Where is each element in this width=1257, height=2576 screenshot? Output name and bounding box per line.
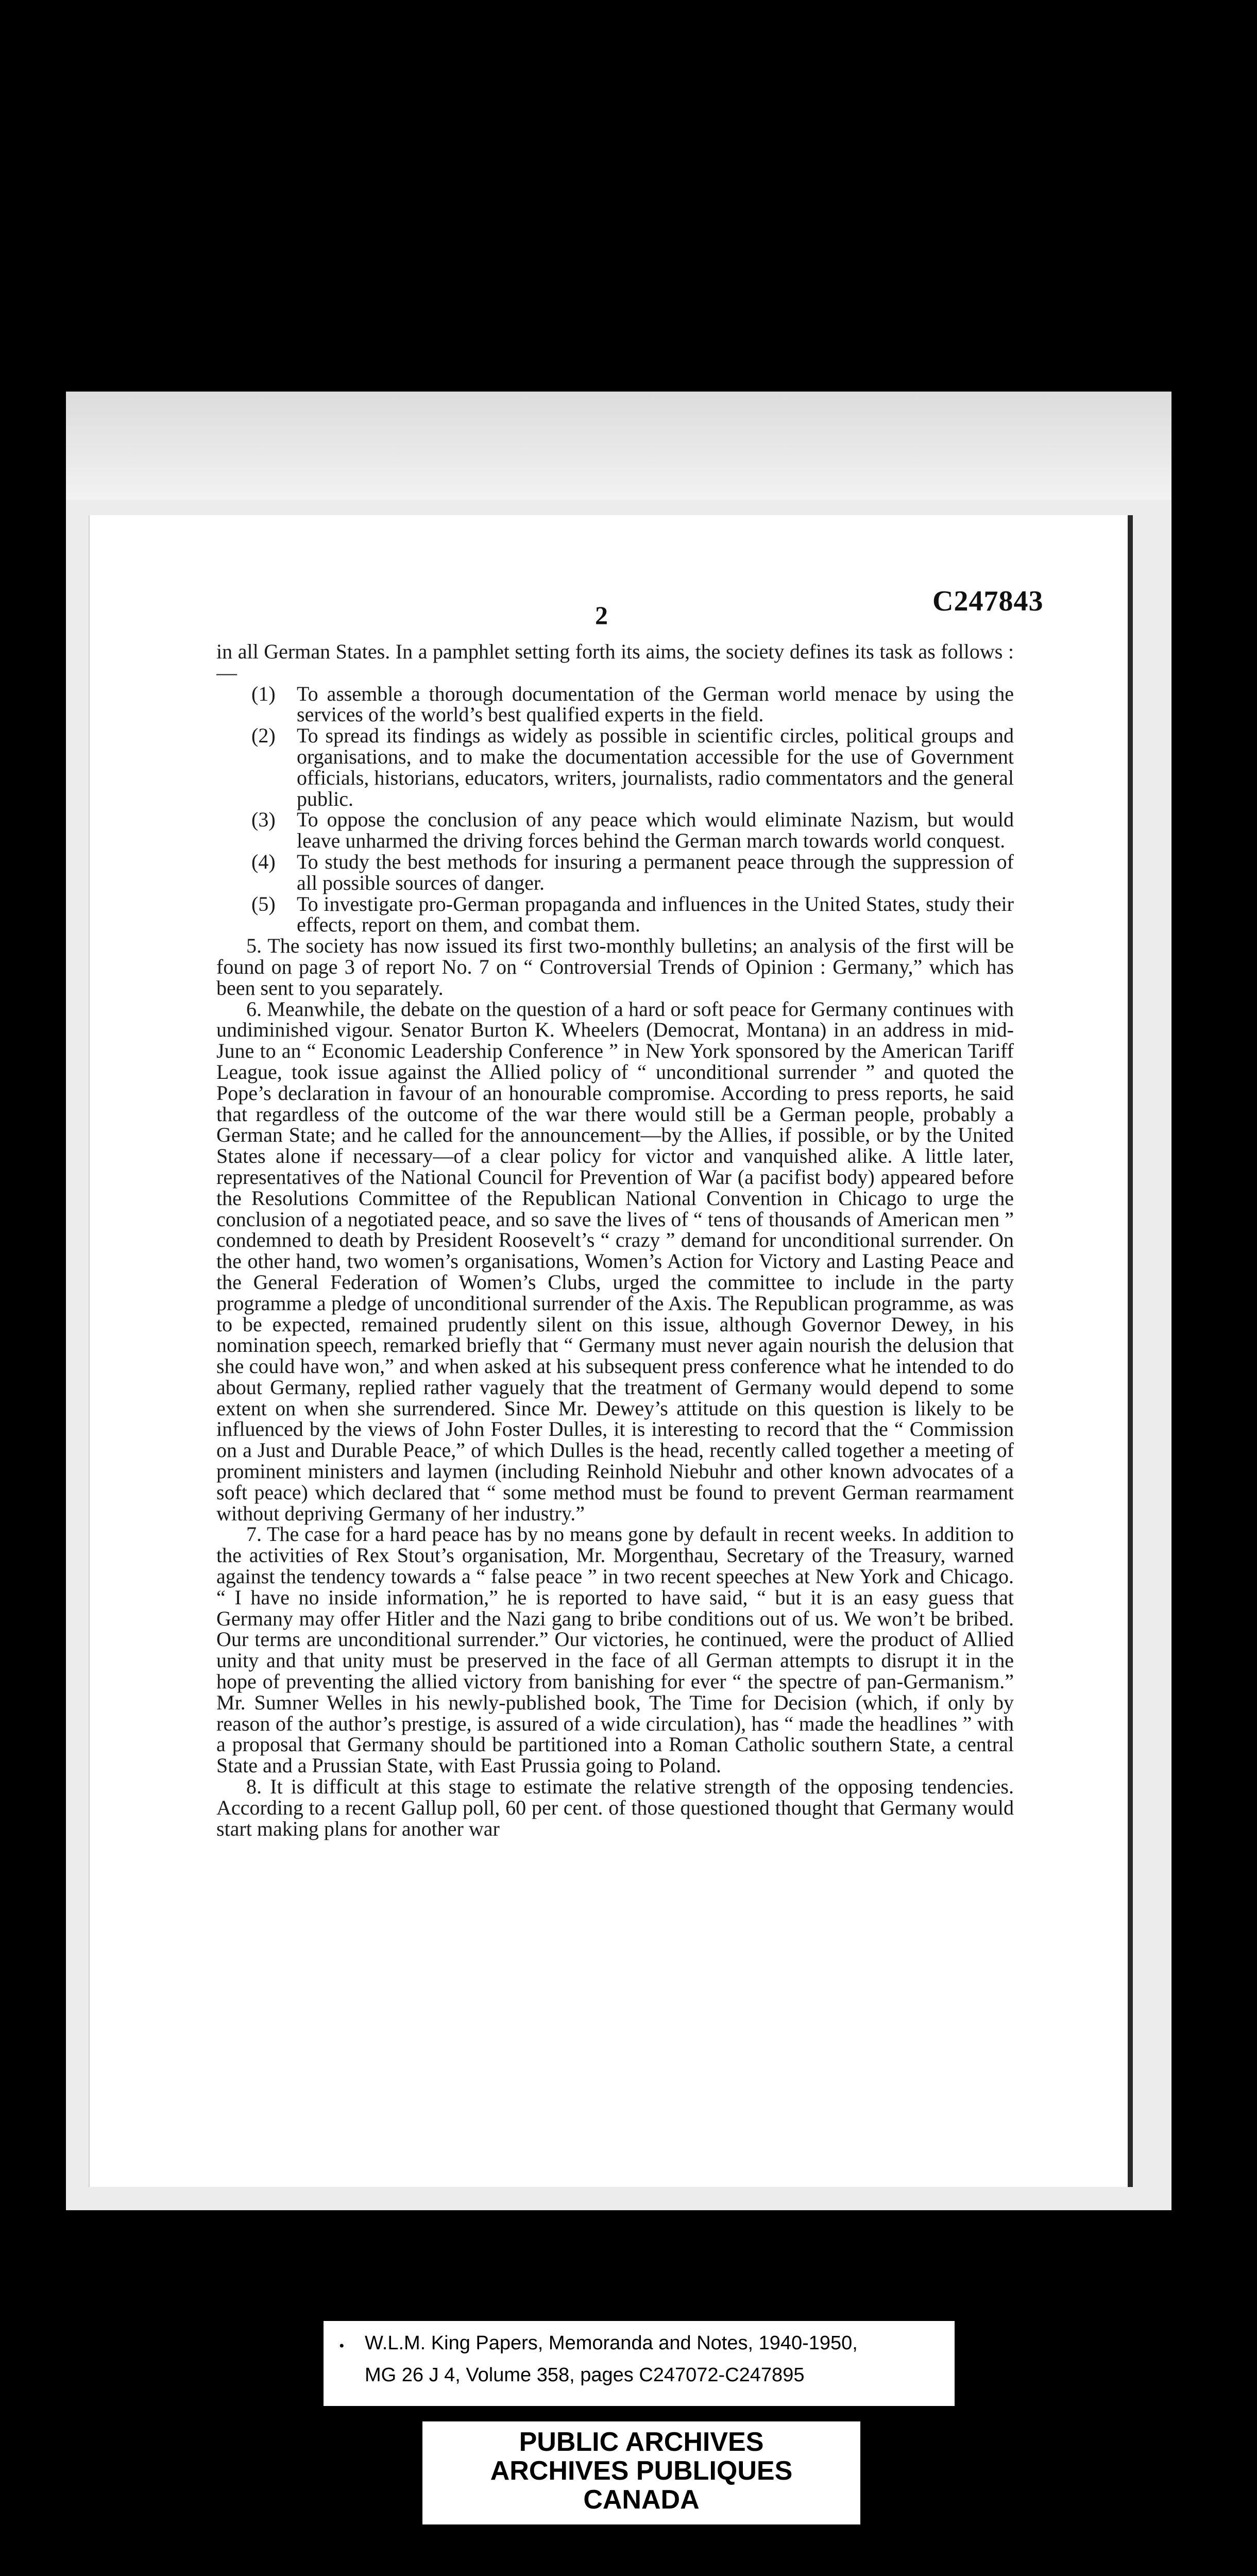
document-body [216, 641, 1014, 2130]
stamp-line-1: PUBLIC ARCHIVES [519, 2427, 764, 2457]
aim-text: To assemble a thorough documentation of the German world menace by using the services of the world’s best qualified experts in the field. [297, 682, 1014, 726]
aim-text: To oppose the conclusion of any peace which would eliminate Nazism, but would leave unharmed the driving forces behind the German march towards world conquest. [297, 808, 1014, 853]
page-number: 2 [595, 601, 608, 630]
paragraph-5: 5. The society has now issued its first two-monthly bulletins; an analysis of the first will be found on page 3 of report No. 7 on “ Controversial Trends of Opinion : Germany,” which has been sent to you separately. [216, 934, 1014, 999]
paragraph-6: 6. Meanwhile, the debate on the question of a hard or soft peace for Germany continues with undiminished vigour. Senator Burton K. Wheelers (Democrat, Montana) in an address in mid-June to an “ Economic Leadership Conference ” in New York sponsored by the American Tariff League, took issue against the Allied policy of “ unconditional surrender ” and quoted the Pope’s declaration in favour of an honourable compromise. According to press reports, he said that regardless of the outcome of the war there would still be a German people, probably a German State; and he called for the announcement—by the Allies, if possible, or by the United States alone if necessary—of a clear policy for victor and vanquished alike. A little later, representatives of the National Council for Prevention of War (a pacifist body) appeared before the Resolutions Committee of the Republican National Convention in Chicago to urge the conclusion of a negotiated peace, and so save the lives of “ tens of thousands of American men ” condemned to death by President Roosevelt’s “ crazy ” demand for unconditional surrender. On the other hand, two women’s organisations, Women’s Action for Victory and Lasting Peace and the General Federation of Women’s Clubs, urged the committee to include in the party programme a pledge of unconditional surrender of the Axis. The Republican programme, as was to be expected, remained prudently silent on this issue, although Governor Dewey, in his nomination speech, remarked briefly that “ Germany must never again nourish the delusion that she could have won,” and when asked at his subsequent press conference what he intended to do about Germany, replied rather vaguely that the treatment of Germany would depend to some extent on when she surrendered. Since Mr. Dewey’s attitude on this question is likely to be influenced by the views of John Foster Dulles, it is interesting to record that the “ Commission on a Just and Durable Peace,” of which Dulles is the head, recently called together a meeting of prominent ministers and laymen (including Reinhold Niebuhr and other known advocates of a soft peace) which declared that “ some method must be found to prevent German rearmament without depriving Germany of her industry.” [216, 997, 1014, 1525]
aim-item [251, 894, 1014, 936]
aim-item [251, 684, 1014, 726]
bullet-icon: • [339, 2337, 345, 2354]
aim-item [251, 852, 1014, 894]
aim-item [251, 809, 1014, 852]
citation-line-2: MG 26 J 4, Volume 358, pages C247072-C247895 [365, 2364, 805, 2386]
archive-citation-label [324, 2321, 955, 2406]
aim-item [251, 725, 1014, 809]
aim-text: To investigate pro-German propaganda and influences in the United States, study their effects, report on them, and combat them. [297, 892, 1014, 937]
aim-number: (3) [251, 808, 276, 832]
aim-number: (2) [251, 724, 276, 748]
paragraph-7: 7. The case for a hard peace has by no means gone by default in recent weeks. In addition to the activities of Rex Stout’s organisation, Mr. Morgenthau, Secretary of the Treasury, warned against the tendency towards a “ false peace ” in two recent speeches at New York and Chicago. “ I have no inside information,” he is reported to have said, “ but it is an easy guess that Germany may offer Hitler and the Nazi gang to bribe conditions out of us. We won’t be bribed. Our terms are unconditional surrender.” Our victories, he continued, were the product of Allied unity and that unity must be preserved in the face of all German attempts to disrupt it in the hope of preventing the allied victory from banishing for ever “ the spectre of pan-Germanism.” Mr. Sumner Welles in his newly-published book, The Time for Decision (which, if only by reason of the author’s prestige, is assured of a wide circulation), has “ made the headlines ” with a proposal that Germany should be partitioned into a Roman Catholic southern State, a central State and a Prussian State, with East Prussia going to Poland. [216, 1522, 1014, 1777]
aim-text: To study the best methods for insuring a permanent peace through the suppression of all possible sources of danger. [297, 850, 1014, 894]
aim-number: (5) [251, 892, 276, 916]
intro-paragraph: in all German States. In a pamphlet setting forth its aims, the society defines its task as follows :— [216, 641, 1014, 684]
stamp-line-2: ARCHIVES PUBLIQUES [490, 2456, 793, 2486]
citation-line-1: W.L.M. King Papers, Memoranda and Notes, 1940-1950, [365, 2332, 858, 2354]
frame-top-band [66, 392, 1171, 500]
aim-number: (1) [251, 682, 276, 705]
society-aims-list [251, 684, 1014, 936]
paragraph-8: 8. It is difficult at this stage to estimate the relative strength of the opposing tendencies. According to a recent Gallup poll, 60 per cent. of those questioned thought that Germany would start making plans for another war [216, 1775, 1014, 1840]
aim-number: (4) [251, 850, 276, 873]
public-archives-stamp [422, 2421, 860, 2524]
stamp-line-3: CANADA [583, 2485, 700, 2515]
document-id-stamp: C247843 [932, 585, 1044, 617]
aim-text: To spread its findings as widely as possible in scientific circles, political groups and organisations, and to make the documentation accessible for the use of Government officials, historians, educators, writers, journalists, radio commentators and the general public. [297, 724, 1014, 810]
